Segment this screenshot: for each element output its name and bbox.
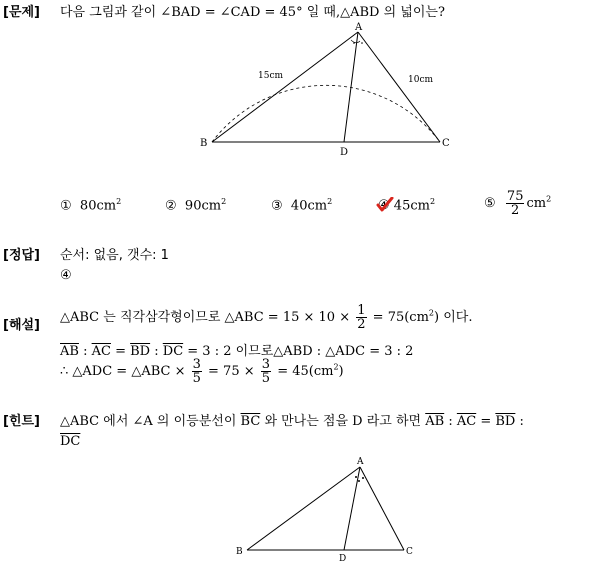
explanation-l1-fraction xyxy=(356,304,366,331)
explanation-l3-num1: 3 xyxy=(192,357,201,372)
triangle-figure-1 xyxy=(190,18,460,163)
choice-3[interactable] xyxy=(271,197,332,213)
explanation-l3-c: = 45(cm xyxy=(277,364,334,379)
hint-line-2 xyxy=(60,434,80,449)
fig2-side-ab xyxy=(247,467,360,550)
choice-2-value: 90cm xyxy=(184,198,222,214)
explanation-l3-sup: 2 xyxy=(333,362,339,372)
hint-tag: [힌트] xyxy=(3,414,40,429)
choice-3-sup: 2 xyxy=(327,197,333,206)
choice-4-number: ④ xyxy=(378,198,390,214)
choice-5[interactable] xyxy=(484,190,551,217)
hint-segment-bd: $\overline{BD}$ xyxy=(495,414,516,429)
choice-4-number-wrap xyxy=(378,198,390,213)
explanation-l2-rest: = 3 : 2 이므로△ABD : △ADC = 3 : 2 xyxy=(187,344,414,359)
hint-segment-ab: $\overline{AB}$ xyxy=(425,414,445,429)
explanation-l3-num2: 3 xyxy=(261,357,271,372)
explanation-l1-den: 2 xyxy=(357,317,366,332)
choice-2-sup: 2 xyxy=(221,197,227,206)
choice-5-sup: 2 xyxy=(546,194,552,204)
choice-5-fraction xyxy=(506,190,525,217)
hint-l1-text: △ABC 에서 ∠A 의 이등분선이 xyxy=(60,414,237,429)
triangle-figure-2 xyxy=(232,454,422,562)
choice-1[interactable] xyxy=(60,197,121,213)
choice-2[interactable] xyxy=(165,197,226,213)
explanation-l3-den2: 5 xyxy=(261,371,271,386)
fig2-label-c: C xyxy=(406,547,413,557)
explanation-l3-b: = 75 × xyxy=(208,364,255,379)
choice-5-value: cm xyxy=(526,196,547,211)
fig2-label-b: B xyxy=(236,547,243,557)
choice-5-number: ⑤ xyxy=(484,196,496,211)
label-b: B xyxy=(200,138,208,149)
side-ac xyxy=(358,32,440,142)
fig2-side-ac xyxy=(360,467,404,550)
segment-bd: $\overline{BD}$ xyxy=(130,344,151,359)
answer-line-1: 순서: 없음, 갯수: 1 xyxy=(60,248,169,263)
explanation-l3-den1: 5 xyxy=(192,371,201,386)
fig2-bisector-ad xyxy=(344,467,360,550)
problem-tag: [문제] xyxy=(3,5,40,20)
choice-4-value: 45cm xyxy=(393,198,430,214)
hint-segment-dc: $\overline{DC}$ xyxy=(60,434,81,449)
hint-line-1: △ABC 에서 ∠A 의 이등분선이 $\overline{BC}$ 와 만나는 점을 D 라고 하면 $\overline{AB}$ : $\overline{AC} = \overline{BD}$ : xyxy=(60,414,524,429)
problem-question: 다음 그림과 같이 ∠BAD = ∠CAD = 45° 일 때,△ABD 의 넓이는? xyxy=(60,5,445,20)
segment-bc: $\overline{BC}$ xyxy=(240,414,261,429)
choice-1-value: 80cm xyxy=(79,198,117,214)
check-icon xyxy=(376,197,394,213)
label-side-ac: 10cm xyxy=(408,75,434,85)
segment-ab: $\overline{AB}$ xyxy=(60,344,79,359)
angle-mark xyxy=(351,40,360,43)
explanation-line-3 xyxy=(60,358,344,385)
choice-2-number: ② xyxy=(165,198,177,214)
choice-5-frac-num: 75 xyxy=(506,189,524,204)
explanation-l3-fraction-1 xyxy=(192,358,202,385)
label-c: C xyxy=(442,138,450,149)
explanation-l1-sup: 2 xyxy=(428,308,435,318)
explanation-l1-c: ) 이다. xyxy=(434,310,473,325)
explanation-l3-fraction-2 xyxy=(261,358,271,385)
hint-segment-ac: $\overline{AC}$ xyxy=(456,414,477,429)
explanation-l1-a: △ABC 는 직각삼각형이므로 △ABC = 15 × 10 × xyxy=(60,310,351,325)
explanation-tag: [해설] xyxy=(3,318,40,333)
label-side-ab: 15cm xyxy=(258,71,284,81)
answer-line-2: ④ xyxy=(60,268,72,283)
hint-l1-mid: 와 만나는 점을 D 라고 하면 xyxy=(264,414,422,429)
segment-dc: $\overline{DC}$ xyxy=(162,344,184,359)
label-a: A xyxy=(355,22,363,33)
explanation-l3-d: ) xyxy=(338,364,344,379)
answer-tag: [정답] xyxy=(3,248,40,263)
choice-3-value: 40cm xyxy=(290,198,328,214)
side-ab xyxy=(212,32,358,142)
label-d: D xyxy=(340,147,349,158)
choice-1-sup: 2 xyxy=(116,197,122,206)
choice-1-number: ① xyxy=(60,198,72,214)
explanation-l1-num: 1 xyxy=(357,303,366,318)
dashed-arc xyxy=(212,85,440,142)
choice-3-number: ③ xyxy=(271,198,283,214)
fig2-label-a: A xyxy=(357,457,364,467)
fig2-label-d: D xyxy=(339,554,347,562)
explanation-l1-b: = 75(cm xyxy=(372,310,429,325)
segment-ac: $\overline{AC}$ xyxy=(91,344,111,359)
explanation-l3-a: ∴ △ADC = △ABC × xyxy=(60,364,186,379)
choice-4-sup: 2 xyxy=(429,197,436,206)
choice-5-frac-den: 2 xyxy=(511,203,520,218)
explanation-line-1 xyxy=(60,304,472,331)
choice-4[interactable] xyxy=(378,197,435,213)
explanation-line-2: $\overline{AB}$ : $\overline{AC} = \overline{BD}$ : $\overline{DC} = 3$ : 2 이므로△ABD : △ADC = 3 : 2 xyxy=(60,344,414,359)
